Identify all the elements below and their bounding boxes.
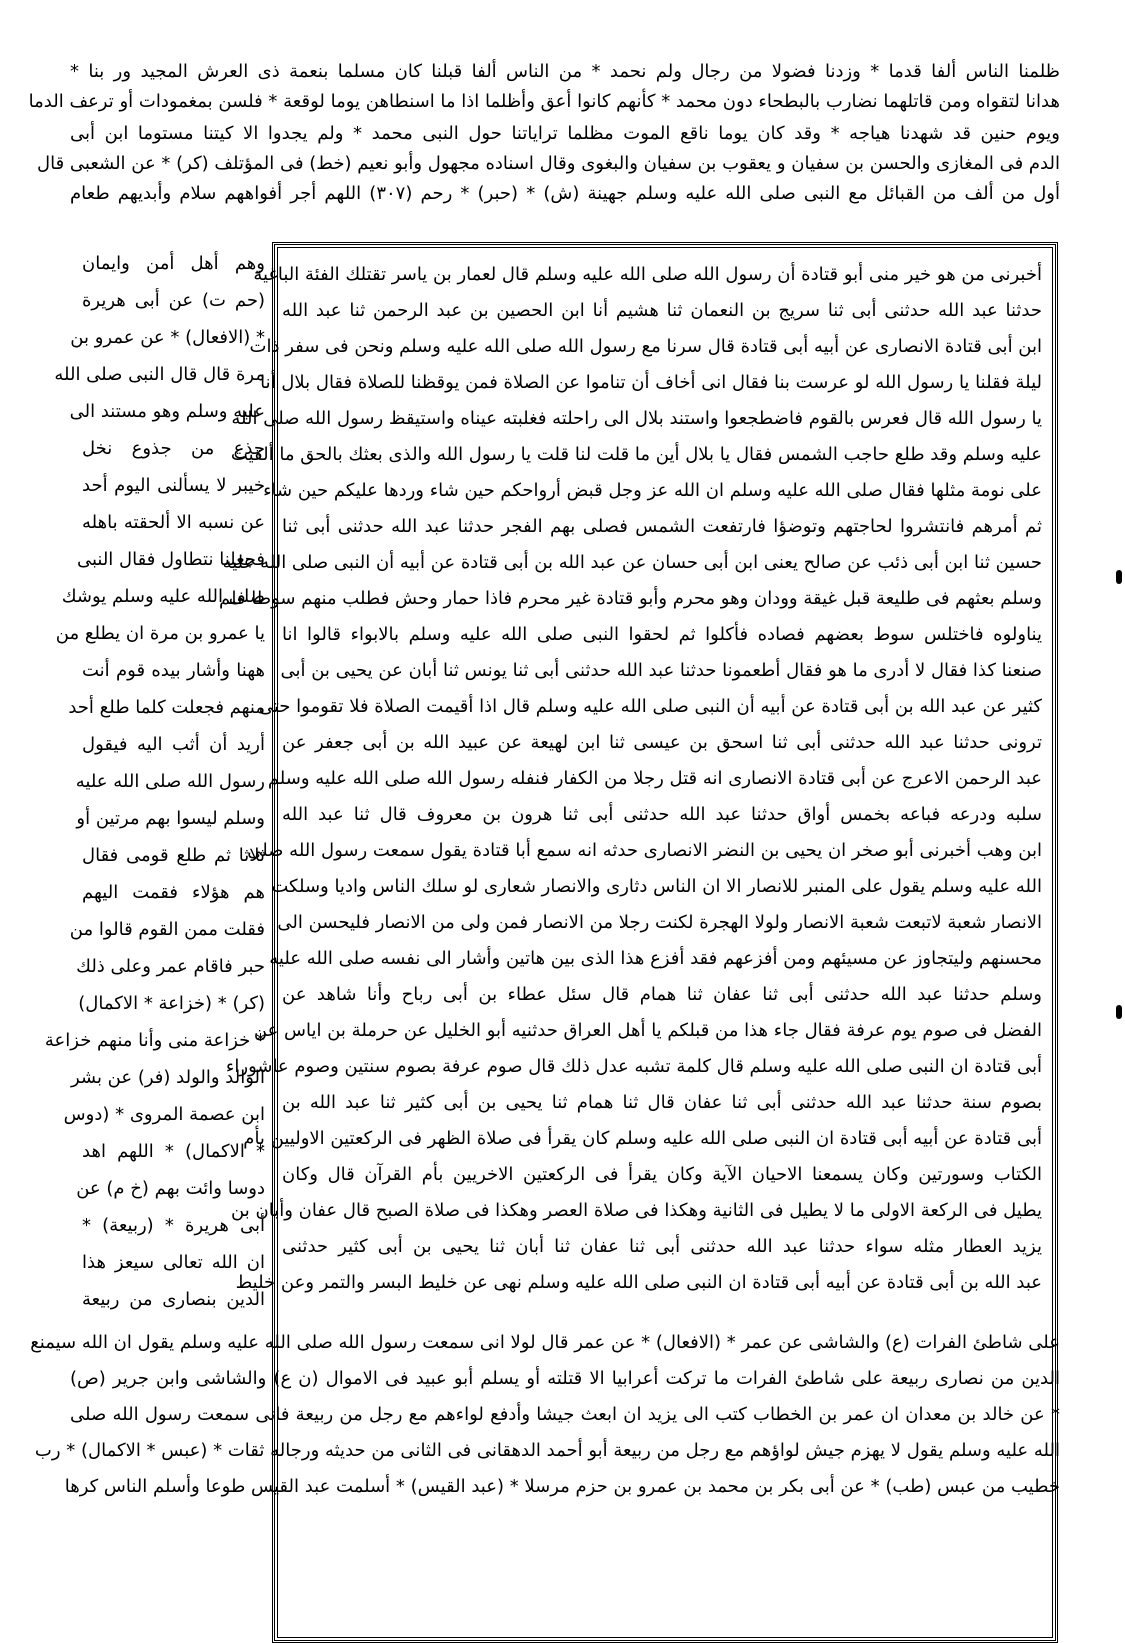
top-line: ويوم حنين قد شهدنا هياجه * وقد كان يوما ناقع الموت مظلما تراياتنا حول النبى محمد * ولم يجدوا الا كيتنا مستوما ابن أبى [70,123,1060,144]
side-line: ثلاثا ثم طلع قومى فقال [82,845,265,866]
main-line: يا رسول الله قال فعرس بالقوم فاضطجعوا واستند بلال الى راحلته فغلبته عيناه واستيقظ رسول الله صلى الله [231,408,1042,429]
main-line: على نومة مثلها فقال صلى الله عليه وسلم ان الله عز وجل قبض أرواحكم حين شاء وردها عليكم حين شاء [263,480,1042,501]
side-line: هم هؤلاء فقمت اليهم [82,882,265,903]
main-line: الله عليه وسلم يقول على المنبر للانصار الا ان الناس دثارى والانصار شعارى لو سلك الناس واديا وسلكت [271,876,1042,897]
side-line: أريد أن أثب اليه فيقول [82,734,265,755]
main-line: بصوم سنة حدثنا عبد الله حدثنى أبى ثنا عفان قال ثنا همام ثنا يحيى بن أبى كثير ثنا عبد الله بن [282,1092,1042,1113]
main-line: الفضل فى صوم يوم عرفة فقال جاء هذا من قبلكم يا أهل العراق حدثنيه أبو الخليل عن حرملة بن اياس عن [253,1020,1042,1041]
side-line: حبر فاقام عمر وعلى ذلك [76,956,265,977]
bottom-line: * عن خالد بن معدان ان عمر بن الخطاب كتب الى يزيد ان ابعث جيشا وأدفع لواءهم مع رجل من ربيعة فانى سمعت رسول الله صلى [70,1404,1060,1425]
bottom-line: الدين من نصارى ربيعة على شاطئ الفرات ما تركت أعرابيا الا قتلته أو يسلم أبو عبيد فى الاموال (ن ع) والشاشى وابن جرير (ص) [70,1368,1060,1389]
top-line: هدانا لتقواه ومن قاتلهما نضارب بالبطحاء دون محمد * كأنهم كانوا أعق وأظلما اذا ما اسنطاهن يوما لوقعة * فلسن بمغمودات أو ترعف الدما [28,91,1060,112]
side-line: فجعلنا نتطاول فقال النبى [76,549,265,570]
side-line: جذع من جذوع نخل [82,438,265,459]
side-line: الوالد والولد (فر) عن بشر [70,1067,265,1088]
top-line: أول من ألف من القبائل مع النبى صلى الله عليه وسلم جهينة (ش) * (حبر) * رحم (٣٠٧) اللهم أجر أفواههم سلام وأبديهم طعام [70,183,1060,204]
side-line: وهم أهل أمن وايمان [82,253,265,274]
main-line: يزيد العطار مثله سواء حدثنا عبد الله حدثنى أبى ثنا عفان ثنا أبان ثنا يحيى بن أبى كثير حدثنى [282,1236,1042,1257]
main-line: سلبه ودرعه فباعه بخمس أواق حدثنا عبد الله حدثنى أبى ثنا هرون بن معروف قال ثنا عبد الله [282,804,1042,825]
side-line: خيبر لا يسألنى اليوم أحد [82,475,265,496]
bottom-line: خطيب من عبس (طب) * عن أبى بكر بن محمد بن عمرو بن حزم مرسلا * (عبد القيس) * أسلمت عبد القيس طوعا وأسلم الناس كرها [64,1476,1060,1497]
side-line: أبى هريرة * (ربيعة) * [82,1215,265,1236]
side-line: يا عمرو بن مرة ان يطلع من [55,623,265,644]
main-line: كثير عن عبد الله بن أبى قتادة عن أبيه أن النبى صلى الله عليه وسلم قال اذا أقيمت الصلاة فلا تقوموا حتى [258,696,1042,717]
bottom-line: على شاطئ الفرات (ع) والشاشى عن عمر * (الافعال) * عن عمر قال لولا انى سمعت رسول الله صلى الله عليه وسلم يقول ان الله سيمنع [30,1332,1060,1353]
main-line: الانصار شعبة لاتبعت شعبة الانصار ولولا الهجرة لكنت رجلا من الانصار فمن ولى من الانصار فليحسن الى [277,912,1042,933]
main-line: ثم أمرهم فانتشروا لحاجتهم وتوضؤا فارتفعت الشمس فصلى بهم الفجر حدثنا عبد الله حدثنى أبى ثنا [282,516,1042,537]
side-line: عن نسبه الا ألحقته باهله [82,512,265,533]
main-line: محسنهم وليتجاوز عن مسيئهم ومن أفزعهم فقد أفزع هذا الذى بين هاتين وأشار الى نفسه صلى الله عليه [269,948,1042,969]
main-line: يناولوه فاختلس سوط بعضهم فصاده فأكلوا ثم لحقوا النبى صلى الله عليه وسلم بالابواء قالوا انا [282,624,1042,645]
side-line: ابن عصمة المروى * (دوس [63,1104,265,1125]
side-line: فقلت ممن القوم قالوا من [69,919,265,940]
side-line: (حم ت) عن أبى هريرة [82,290,265,311]
bottom-line: الله عليه وسلم يقول لا يهزم جيش لواؤهم مع رجل من ربيعة أبو أحمد الدهقانى فى الثانى من حديثه ورجاله ثقات * (عبس * الاكمال) * رب [34,1440,1060,1461]
main-line: وسلم حدثنا عبد الله حدثنى أبى ثنا عفان ثنا همام قال سئل عطاء بن أبى رباح وأنا شاهد عن [282,984,1042,1005]
side-line: ان الله تعالى سيعز هذا [82,1252,265,1273]
side-line: * (الافعال) * عن عمرو بن [70,327,265,348]
side-line: منهم فجعلت كلما طلع أحد [68,697,265,718]
main-line: أبى قتادة ان النبى صلى الله عليه وسلم قال كلمة تشبه عدل ذلك قال صوم عرفة بصوم سنتين وصوم عاشوراء [225,1056,1042,1077]
main-line: ابن أبى قتادة الانصارى عن أبيه أبى قتادة قال سرنا مع رسول الله صلى الله عليه وسلم ونحن فى سفر ذات [249,336,1042,357]
side-line: دوسا وائت بهم (خ م) عن [76,1178,265,1199]
side-line: (كر) * (خزاعة * الاكمال) [78,993,265,1014]
side-line: صلى الله عليه وسلم يوشك [61,586,265,607]
scan-margin-mark [1116,1005,1122,1019]
side-line: الدين بنصارى من ربيعة [82,1289,265,1310]
main-line: عبد الرحمن الاعرج عن أبى قتادة الانصارى انه قتل رجلا من الكفار فنفله رسول الله صلى الله عليه وسلم [267,768,1042,789]
main-line: حسين ثنا ابن أبى ذئب عن صالح يعنى ابن أبى حسان عن عبد الله بن أبى قتادة عن أبيه أن النبى صلى الله عليه [222,552,1042,573]
main-line: يطيل فى الركعة الاولى ما لا يطيل فى الثانية وهكذا فى صلاة العصر وهكذا فى صلاة الصبح قال عفان وأبان بن [231,1200,1042,1221]
main-line: عليه وسلم وقد طلع حاجب الشمس فقال يا بلال أين ما قلت لنا قلت يا رسول الله والذى بعثك بالحق ما ألقيت [230,444,1042,465]
main-line: صنعنا كذا فقال لا أدرى ما هو فقال أطعمونا حدثنا عبد الله حدثنى أبى ثنا يونس ثنا أبان عن يحيى بن أبى [280,660,1042,681]
side-line: عليه وسلم وهو مستند الى [69,401,265,422]
main-line: ليلة فقلنا يا رسول الله لو عرست بنا فقال انى أخاف أن تناموا عن الصلاة فمن يوقظنا للصلاة فقال بلال أنا [260,372,1042,393]
main-line: عبد الله بن أبى قتادة عن أبيه أبى قتادة ان النبى صلى الله عليه وسلم نهى عن خليط البسر والتمر وعن خليط [235,1272,1042,1293]
main-line: أبى قتادة عن أبيه أبى قتادة ان النبى صلى الله عليه وسلم كان يقرأ فى صلاة الظهر فى الركعتين الاوليين بأم [243,1128,1042,1149]
side-line: رسول الله صلى الله عليه [75,771,265,792]
main-line: ابن وهب أخبرنى أبو صخر ان يحيى بن النضر الانصارى حدثه انه سمع أبا قتادة يقول سمعت رسول الله صلى [247,840,1042,861]
main-line: ترونى حدثنا عبد الله حدثنى أبى ثنا اسحق بن عيسى ثنا ابن لهيعة عن عبيد الله بن أبى جعفر عن [282,732,1042,753]
side-line: مرة قال قال النبى صلى الله [54,364,265,385]
side-line: وسلم ليسوا بهم مرتين أو [76,808,265,829]
main-line: أخبرنى من هو خير منى أبو قتادة أن رسول الله صلى الله عليه وسلم قال لعمار بن ياسر تقتلك الفئة الباغية [253,264,1042,285]
top-line: الدم فى المغازى والحسن بن سفيان و يعقوب بن سفيان والبغوى وقال اسناده مجهول وأبو نعيم (خط) فى المؤتلف (كر) * عن الشعبى قال [37,153,1060,174]
side-line: * خزاعة منى وأنا منهم خزاعة [44,1030,265,1051]
top-line: ظلمنا الناس ألفا قدما * وزدنا فضولا من رجال ولم نحمد * من الناس ألفا قبلنا كان مسلما بنعمة ذى العرش المجيد ور بنا * [70,61,1060,82]
main-line: وسلم بعثهم فى طليعة قبل غيقة وودان وهو محرم وأبو قتادة غير محرم فاذا حمار وحش فطلب منهم سوطا فلم [219,588,1042,609]
side-line: ههنا وأشار بيده قوم أنت [82,660,265,681]
scan-margin-mark [1116,570,1122,584]
main-line: حدثنا عبد الله حدثنى أبى ثنا سريج بن النعمان ثنا هشيم أنا ابن الحصين بن عبد الرحمن ثنا عبد الله [282,300,1042,321]
side-line: * الاكمال) * اللهم اهد [82,1141,265,1162]
main-line: الكتاب وسورتين وكان يسمعنا الاحيان الآية وكان يقرأ فى الركعتين الاخريين بأم القرآن قال وكان [282,1164,1042,1185]
